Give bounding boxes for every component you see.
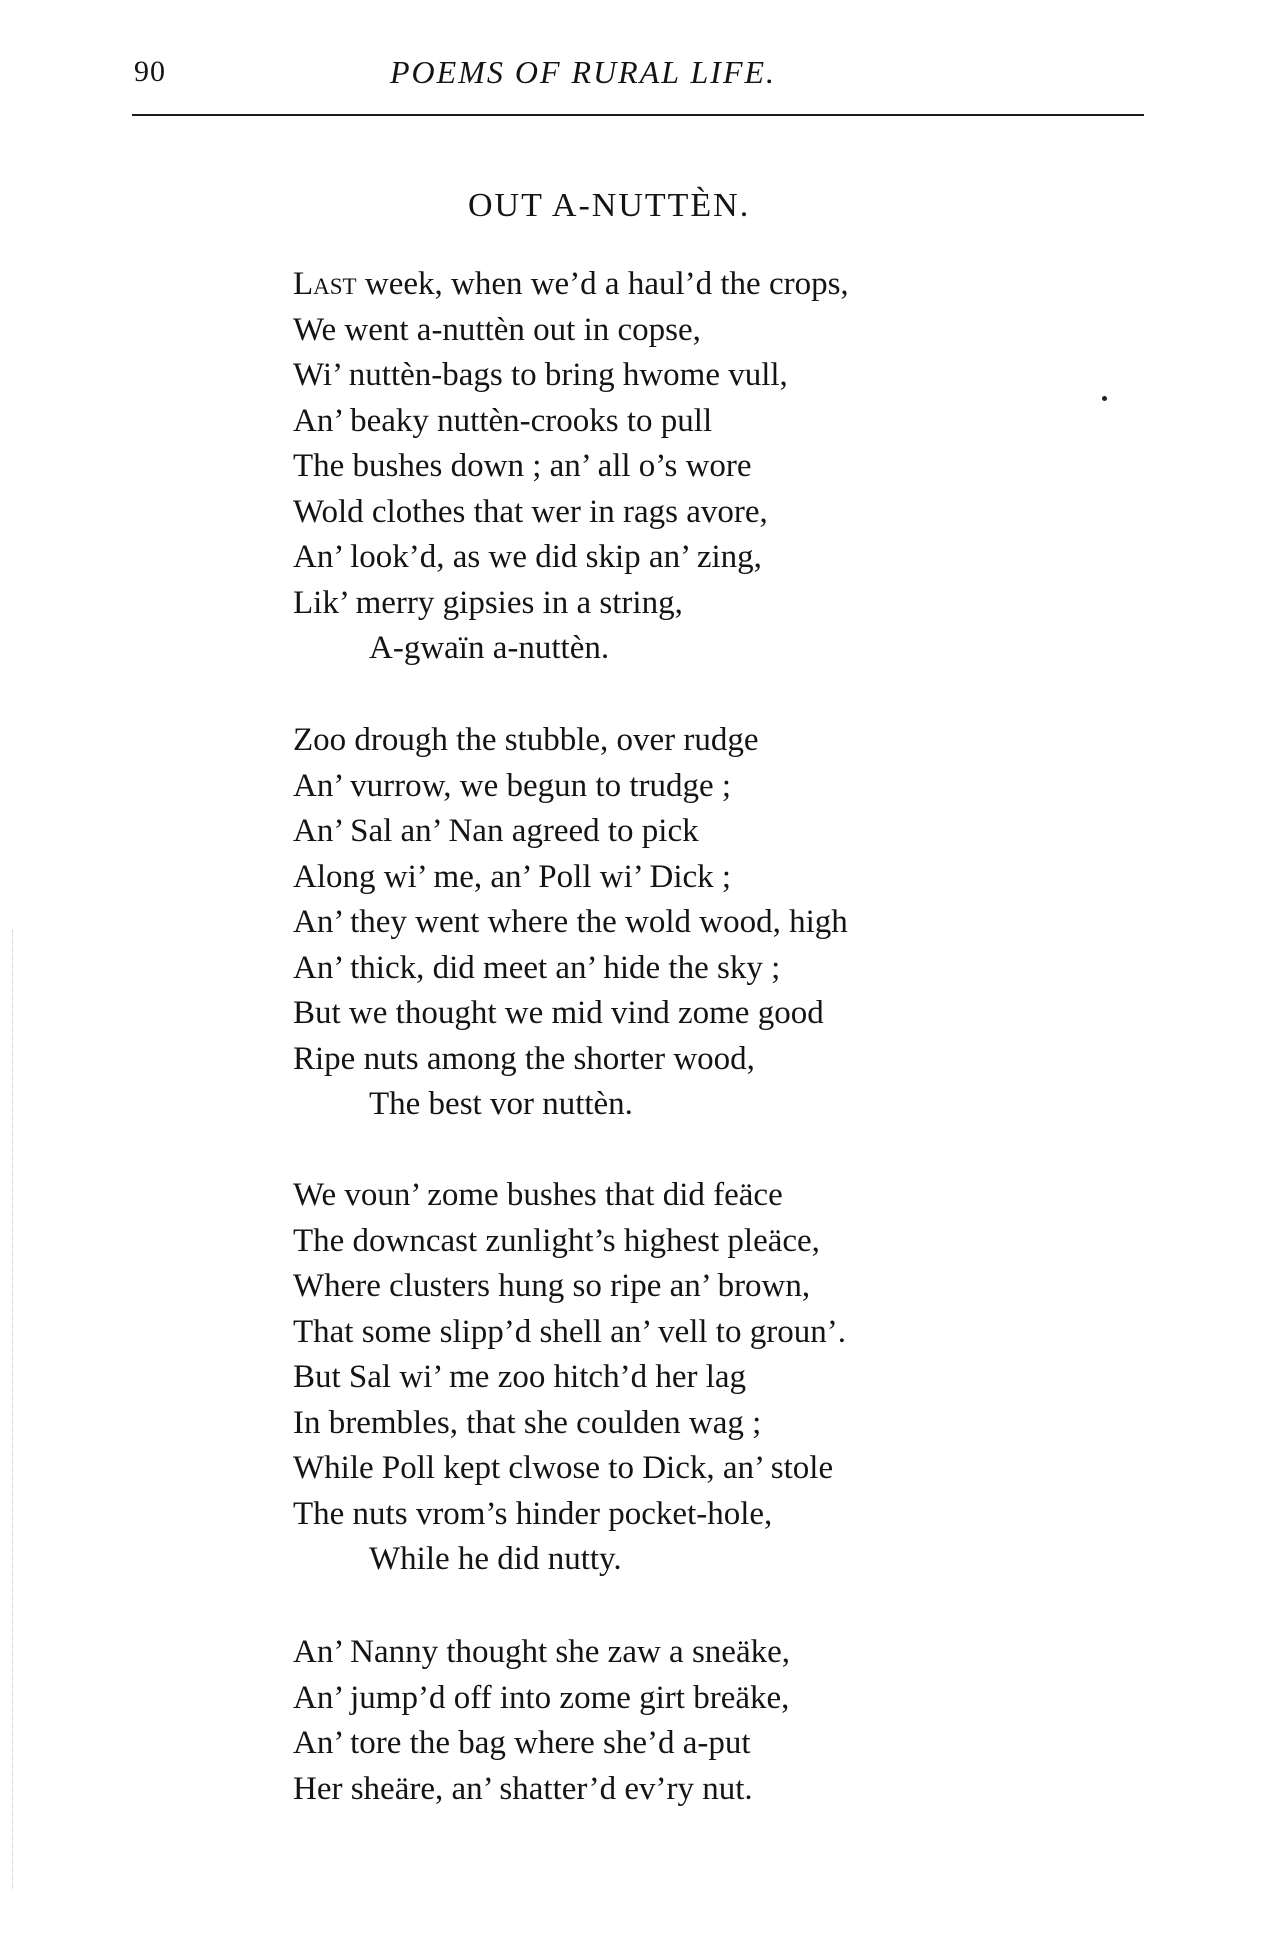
poem-line: The nuts vrom’s hinder pocket-hole, [293,1495,773,1532]
poem-line: An’ vurrow, we begun to trudge ; [293,767,732,804]
poem-line: An’ jump’d off into zome girt breäke, [293,1679,790,1716]
poem-refrain: The best vor nuttèn. [369,1086,633,1122]
poem-line: Wi’ nuttèn-bags to bring hwome vull, [293,357,788,393]
poem-line: Where clusters hung so ripe an’ brown, [293,1268,811,1304]
poem-title: OUT A-NUTTÈN. [468,187,751,224]
poem-refrain: While he did nutty. [369,1541,622,1577]
poem-line: An’ look’d, as we did skip an’ zing, [293,539,762,575]
poem-line: An’ Sal an’ Nan agreed to pick [293,813,699,849]
poem-line: In brembles, that she coulden wag ; [293,1404,762,1441]
poem-line: An’ Nanny thought she zaw a sneäke, [293,1634,790,1670]
poem-line-text: week, when we’d a haul’d the crops, [356,266,849,302]
poem-refrain: A-gwaïn a-nuttèn. [369,630,610,666]
header-rule [132,114,1144,116]
stanza-3 [293,1173,1093,1583]
stanza-1 [293,262,1093,672]
poem-line: Her sheäre, an’ shatter’d ev’ry nut. [293,1770,753,1807]
poem-line: The bushes down ; an’ all o’s wore [293,448,752,484]
poem-line: An’ they went where the wold wood, high [293,904,848,940]
page-number: 90 [134,55,166,88]
poem-line [293,262,1093,308]
binding-edge [12,930,13,1890]
poem-line: We went a-nuttèn out in copse, [293,311,701,348]
stanza-4 [293,1630,1093,1812]
poem-line: An’ tore the bag where she’d a-put [293,1725,751,1761]
running-title: POEMS OF RURAL LIFE. [390,54,777,90]
poem-line: The downcast zunlight’s highest pleäce, [293,1222,820,1259]
ink-speck [1102,396,1107,401]
poem-line: An’ beaky nuttèn-crooks to pull [293,402,713,439]
first-word-small-caps: Last [293,266,357,302]
poem-line: An’ thick, did meet an’ hide the sky ; [293,949,781,986]
poem-line: While Poll kept clwose to Dick, an’ stole [293,1450,834,1486]
poem-line: That some slipp’d shell an’ vell to groun’. [293,1313,846,1350]
poem-line: Ripe nuts among the shorter wood, [293,1040,755,1077]
stanza-2 [293,718,1093,1128]
poem-line: We voun’ zome bushes that did feäce [293,1177,783,1213]
poem-line: But we thought we mid vind zome good [293,995,824,1031]
poem-line: Along wi’ me, an’ Poll wi’ Dick ; [293,858,732,895]
poem-line: Zoo drough the stubble, over rudge [293,722,759,758]
poem-line: Lik’ merry gipsies in a string, [293,584,683,621]
poem-line: But Sal wi’ me zoo hitch’d her lag [293,1359,747,1395]
poem-line: Wold clothes that wer in rags avore, [293,493,768,530]
